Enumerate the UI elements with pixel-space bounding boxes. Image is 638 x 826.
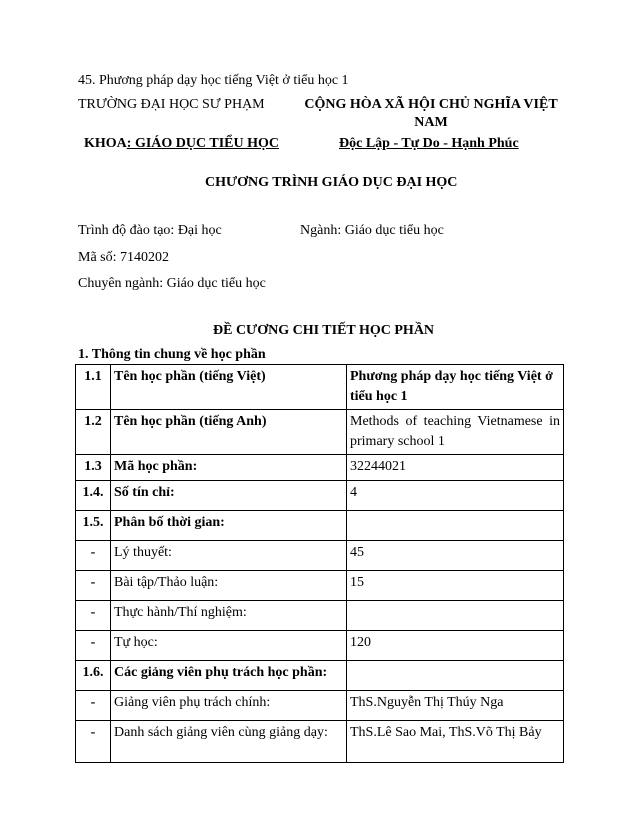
section-1-title: 1. Thông tin chung về học phần <box>78 347 266 362</box>
row-label: Tên học phần (tiếng Việt) <box>111 365 347 410</box>
program-title: CHƯƠNG TRÌNH GIÁO DỤC ĐẠI HỌC <box>205 175 458 190</box>
outline-title: ĐỀ CƯƠNG CHI TIẾT HỌC PHẦN <box>213 323 435 338</box>
major: Ngành: Giáo dục tiểu học <box>300 223 444 238</box>
row-label: Các giảng viên phụ trách học phần: <box>111 661 347 691</box>
row-label: Giảng viên phụ trách chính: <box>111 691 347 721</box>
specialization: Chuyên ngành: Giáo dục tiểu học <box>78 276 266 291</box>
row-value <box>347 511 564 541</box>
table-row <box>76 455 564 481</box>
row-number: - <box>76 721 111 763</box>
row-number: 1.3 <box>76 455 111 481</box>
table-row <box>76 365 564 410</box>
row-value: Phương pháp dạy học tiếng Việt ở tiểu học 1 <box>347 365 564 410</box>
row-label: Mã học phần: <box>111 455 347 481</box>
row-value: 15 <box>347 571 564 601</box>
table-row <box>76 601 564 631</box>
row-number: - <box>76 541 111 571</box>
table-row <box>76 410 564 455</box>
national-title-line2: NAM <box>414 115 448 130</box>
table-row <box>76 661 564 691</box>
row-label: Số tín chỉ: <box>111 481 347 511</box>
row-number: - <box>76 631 111 661</box>
row-label: Bài tập/Thảo luận: <box>111 571 347 601</box>
row-value: 32244021 <box>347 455 564 481</box>
row-label: Lý thuyết: <box>111 541 347 571</box>
row-label: Danh sách giảng viên cùng giảng dạy: <box>111 721 347 763</box>
course-info-table <box>75 364 564 763</box>
row-number: 1.6. <box>76 661 111 691</box>
row-label: Thực hành/Thí nghiệm: <box>111 601 347 631</box>
table-row <box>76 691 564 721</box>
row-value-line: Methods of teaching Vietnamese in <box>350 414 560 429</box>
table-row <box>76 721 564 763</box>
row-number: 1.5. <box>76 511 111 541</box>
faculty-rest: : GIÁO DỤC TIỂU HỌC <box>126 136 279 151</box>
row-number: 1.1 <box>76 365 111 410</box>
school-name: TRƯỜNG ĐẠI HỌC SƯ PHẠM <box>78 97 265 112</box>
faculty-prefix: KHOA <box>84 136 127 151</box>
row-value <box>347 661 564 691</box>
row-number: 1.2 <box>76 410 111 455</box>
row-number: 1.4. <box>76 481 111 511</box>
national-title-line1: CỘNG HÒA XÃ HỘI CHỦ NGHĨA VIỆT <box>304 97 558 112</box>
training-level: Trình độ đào tạo: Đại học <box>78 223 222 238</box>
table-row <box>76 541 564 571</box>
row-value <box>347 601 564 631</box>
row-value <box>347 410 564 455</box>
row-number: - <box>76 601 111 631</box>
faculty-name <box>84 135 279 153</box>
row-value: 4 <box>347 481 564 511</box>
row-value: ThS.Nguyễn Thị Thúy Nga <box>347 691 564 721</box>
row-value: 120 <box>347 631 564 661</box>
row-value: ThS.Lê Sao Mai, ThS.Võ Thị Bảy <box>347 721 564 763</box>
row-number: - <box>76 691 111 721</box>
row-label: Tên học phần (tiếng Anh) <box>111 410 347 455</box>
row-label: Tự học: <box>111 631 347 661</box>
row-value-line: primary school 1 <box>350 434 445 449</box>
table-row <box>76 511 564 541</box>
row-number: - <box>76 571 111 601</box>
national-motto: Độc Lập - Tự Do - Hạnh Phúc <box>339 136 519 151</box>
row-label: Phân bố thời gian: <box>111 511 347 541</box>
table-row <box>76 571 564 601</box>
program-code: Mã số: 7140202 <box>78 250 169 265</box>
table-row <box>76 631 564 661</box>
table-row <box>76 481 564 511</box>
document-header-line: 45. Phương pháp dạy học tiếng Việt ở tiểu học 1 <box>78 73 349 88</box>
row-value: 45 <box>347 541 564 571</box>
